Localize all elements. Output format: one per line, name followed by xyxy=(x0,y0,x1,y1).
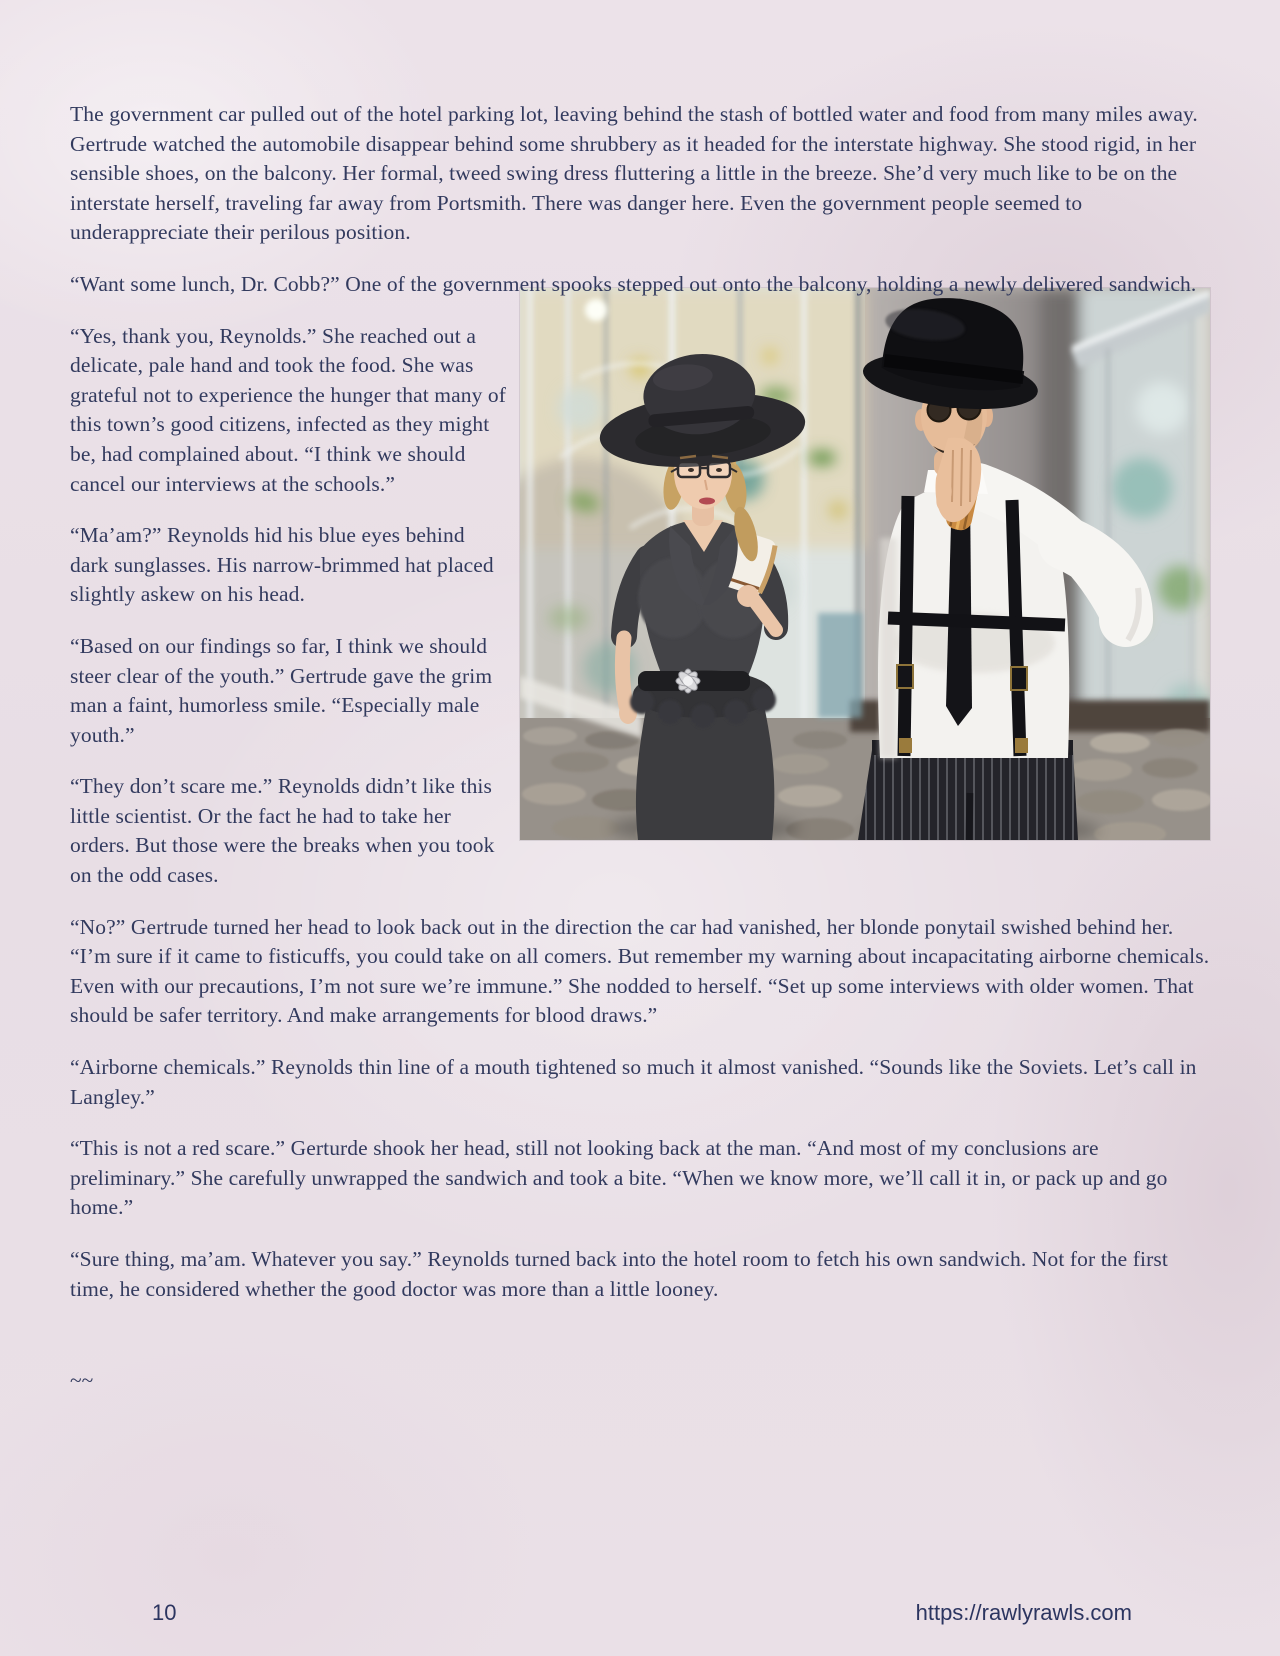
story-text-top xyxy=(70,100,1210,300)
story-image xyxy=(520,288,1210,840)
story-paragraph: “Ma’am?” Reynolds hid his blue eyes behind dark sunglasses. His narrow-brimmed hat placed slightly askew on his head. xyxy=(70,523,494,607)
story-paragraph: The government car pulled out of the hotel parking lot, leaving behind the stash of bottled water and food from many miles away. Gertrude watched the automobile disappear behind some shrubbery as it headed for the interstate highway. She stood rigid, in her sensible shoes, on the balcony. Her formal, tweed swing dress fluttering a little in the breeze. She’d very much like to be on the interstate herself, traveling far away from Portsmith. There was danger here. Even the government people seemed to underappreciate their perilous position. xyxy=(70,102,1198,245)
story-paragraph: “This is not a red scare.” Gerturde shook her head, still not looking back at the man. “And most of my conclusions are preliminary.” She carefully unwrapped the sandwich and took a bite. “When we know more, we’ll call it in, or pack up and go home.” xyxy=(70,1136,1168,1220)
story-paragraph: “They don’t scare me.” Reynolds didn’t like this little scientist. Or the fact he had to take her orders. But those were the breaks when you took on the odd cases. xyxy=(70,774,495,888)
scene-separator: ~~ xyxy=(70,1368,94,1393)
page-number: 10 xyxy=(152,1600,177,1625)
website-link[interactable]: https://rawlyrawls.com xyxy=(915,1600,1132,1625)
story-paragraph: “No?” Gertrude turned her head to look back out in the direction the car had vanished, her blonde ponytail swished behind her. “I’m sure if it came to fisticuffs, you could take on all comers. But remember my warning about incapacitating airborne chemicals. Even with our precautions, I’m not sure we’re immune.” She nodded to herself. “Set up some interviews with older women. That should be safer territory. And make arrangements for blood draws.” xyxy=(70,914,1210,1028)
story-paragraph: “Sure thing, ma’am. Whatever you say.” Reynolds turned back into the hotel room to fetch his own sandwich. Not for the first time, he considered whether the good doctor was more than a little looney. xyxy=(70,1247,1168,1301)
story-paragraph: “Yes, thank you, Reynolds.” She reached out a delicate, pale hand and took the food. She was grateful not to experience the hunger that many of this town’s good citizens, infected as they might be, had complained about. “I think we should cancel our interviews at the schools.” xyxy=(70,323,507,496)
story-paragraph: “Based on our findings so far, I think we should steer clear of the youth.” Gertrude gave the grim man a faint, humorless smile. “Especially male youth.” xyxy=(70,633,493,747)
story-paragraph: “Airborne chemicals.” Reynolds thin line of a mouth tightened so much it almost vanished. “Sounds like the Soviets. Let’s call in Langley.” xyxy=(70,1055,1197,1109)
story-image-render xyxy=(520,288,1210,840)
belt-buckle xyxy=(676,669,700,693)
page-footer xyxy=(0,1600,1280,1634)
story-paragraph: “Want some lunch, Dr. Cobb?” One of the government spooks stepped out onto the balcony, holding a newly delivered sandwich. xyxy=(70,271,1197,296)
